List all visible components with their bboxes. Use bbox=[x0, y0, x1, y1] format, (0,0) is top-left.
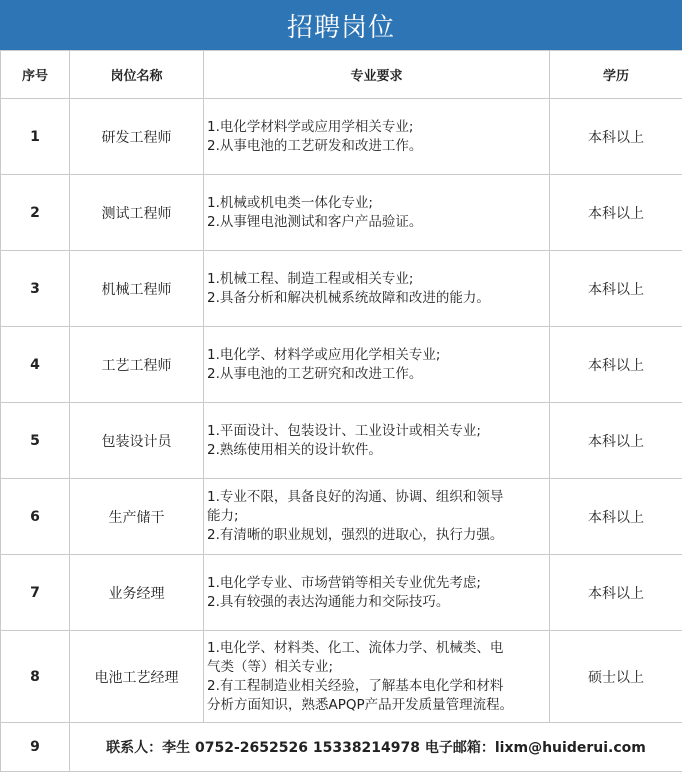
requirement-cell bbox=[204, 175, 550, 251]
position-name: 包装设计员 bbox=[70, 403, 204, 479]
requirement-cell bbox=[204, 99, 550, 175]
position-name: 工艺工程师 bbox=[70, 327, 204, 403]
requirement-line: 2.从事电池的工艺研发和改进工作。 bbox=[207, 137, 423, 154]
positions-table bbox=[0, 50, 682, 772]
requirement-cell bbox=[204, 555, 550, 631]
requirement-line: 能力; bbox=[207, 508, 239, 524]
requirement-line: 1.电化学、材料学或应用化学相关专业; bbox=[207, 346, 441, 363]
position-name: 测试工程师 bbox=[70, 175, 204, 251]
table-row bbox=[1, 403, 682, 479]
table-body bbox=[1, 99, 682, 772]
table-row bbox=[1, 251, 682, 327]
education-level: 本科以上 bbox=[550, 99, 682, 175]
contact-info: 联系人：李生 0752-2652526 15338214978 电子邮箱：lixm@huiderui.com bbox=[70, 723, 682, 772]
requirement-line: 1.电化学材料学或应用学相关专业; bbox=[207, 118, 414, 135]
position-name: 电池工艺经理 bbox=[70, 631, 204, 723]
requirement-line: 2.具有较强的表达沟通能力和交际技巧。 bbox=[207, 593, 450, 610]
education-level: 硕士以上 bbox=[550, 631, 682, 723]
education-level: 本科以上 bbox=[550, 555, 682, 631]
requirement-line: 1.电化学专业、市场营销等相关专业优先考虑; bbox=[207, 574, 481, 591]
requirement-cell bbox=[204, 631, 550, 723]
row-number: 4 bbox=[1, 327, 70, 403]
requirement-line: 1.机械工程、制造工程或相关专业; bbox=[207, 270, 414, 287]
requirement-line: 2.有工程制造业相关经验，了解基本电化学和材料 bbox=[207, 677, 504, 694]
position-name: 研发工程师 bbox=[70, 99, 204, 175]
requirement-line: 1.机械或机电类一体化专业; bbox=[207, 194, 373, 211]
requirement-cell bbox=[204, 327, 550, 403]
requirement-cell bbox=[204, 251, 550, 327]
page-title: 招聘岗位 bbox=[0, 0, 682, 50]
requirement-line: 1.电化学、材料类、化工、流体力学、机械类、电 bbox=[207, 639, 504, 656]
requirement-cell bbox=[204, 479, 550, 555]
header-row bbox=[1, 51, 682, 99]
table-row bbox=[1, 631, 682, 723]
education-level: 本科以上 bbox=[550, 403, 682, 479]
table-row bbox=[1, 479, 682, 555]
table-row bbox=[1, 555, 682, 631]
table-row bbox=[1, 175, 682, 251]
position-name: 业务经理 bbox=[70, 555, 204, 631]
contact-row bbox=[1, 723, 682, 772]
header-position: 岗位名称 bbox=[70, 51, 204, 99]
row-number: 2 bbox=[1, 175, 70, 251]
row-number: 6 bbox=[1, 479, 70, 555]
header-requirement: 专业要求 bbox=[204, 51, 550, 99]
position-name: 生产储干 bbox=[70, 479, 204, 555]
education-level: 本科以上 bbox=[550, 479, 682, 555]
header-education: 学历 bbox=[550, 51, 682, 99]
requirement-line: 分析方面知识，熟悉APQP产品开发质量管理流程。 bbox=[207, 696, 514, 713]
requirement-line: 气类（等）相关专业; bbox=[207, 658, 334, 675]
row-number: 9 bbox=[1, 723, 70, 772]
requirement-line: 2.熟练使用相关的设计软件。 bbox=[207, 441, 382, 458]
requirement-line: 1.专业不限，具备良好的沟通、协调、组织和领导 bbox=[207, 489, 504, 505]
header-no: 序号 bbox=[1, 51, 70, 99]
row-number: 5 bbox=[1, 403, 70, 479]
education-level: 本科以上 bbox=[550, 251, 682, 327]
requirement-line: 2.从事电池的工艺研究和改进工作。 bbox=[207, 365, 423, 382]
row-number: 3 bbox=[1, 251, 70, 327]
education-level: 本科以上 bbox=[550, 175, 682, 251]
requirement-line: 2.有清晰的职业规划，强烈的进取心，执行力强。 bbox=[207, 527, 504, 543]
requirement-cell bbox=[204, 403, 550, 479]
requirement-line: 2.具备分析和解决机械系统故障和改进的能力。 bbox=[207, 289, 490, 306]
row-number: 7 bbox=[1, 555, 70, 631]
row-number: 1 bbox=[1, 99, 70, 175]
position-name: 机械工程师 bbox=[70, 251, 204, 327]
requirement-line: 1.平面设计、包装设计、工业设计或相关专业; bbox=[207, 422, 481, 439]
table-row bbox=[1, 99, 682, 175]
row-number: 8 bbox=[1, 631, 70, 723]
requirement-line: 2.从事锂电池测试和客户产品验证。 bbox=[207, 213, 423, 230]
education-level: 本科以上 bbox=[550, 327, 682, 403]
table-row bbox=[1, 327, 682, 403]
